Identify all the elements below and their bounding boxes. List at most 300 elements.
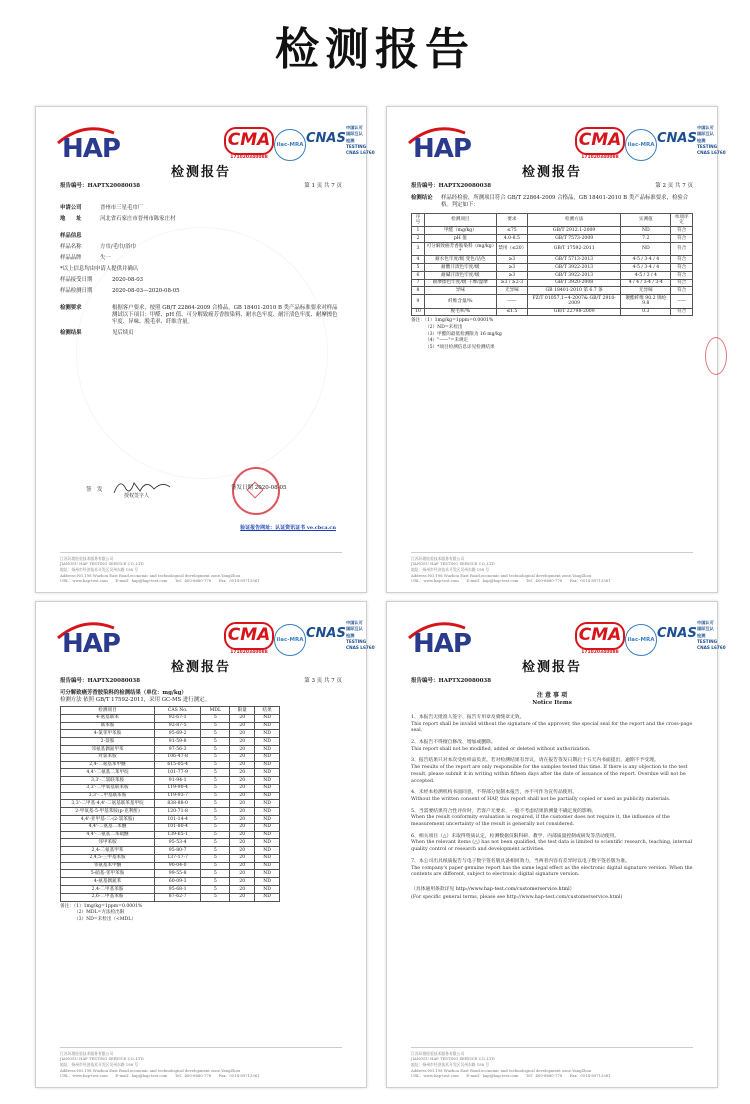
table-cell: 5 <box>201 808 230 816</box>
terms-en[interactable]: (For specific general terms, please see http://www.hap-test.com/customerservice.html) <box>411 894 623 900</box>
table-row <box>412 227 693 235</box>
table-cell: 2-甲氧基-5-甲基苯胺(p-克利酊) <box>61 808 155 816</box>
cnas-text: 中国认可 国际互认 检测 TESTING CNAS L6760 <box>346 620 375 651</box>
table-cell: 3,3'-二甲氧基联苯胺 <box>61 784 155 792</box>
section-heading: 可分解致癌芳香胺染料的检测结果（单位：mg/kg） <box>60 690 187 696</box>
hap-logo <box>54 618 134 660</box>
table-cell: 5 <box>201 714 230 722</box>
table-cell: ≥3 <box>496 271 527 279</box>
table-cell: GB/T 17592-2011 <box>528 242 621 255</box>
table-cell: 3,3'-二甲基联苯胺 <box>61 792 155 800</box>
table-cell: 5 <box>201 893 230 901</box>
table-cell: 甲醛（mg/kg） <box>424 227 496 235</box>
table-row <box>61 847 280 855</box>
table-cell: 4,4'-二氨基二苯甲烷 <box>61 769 155 777</box>
table-cell: ND <box>255 722 280 730</box>
table-cell: 5 <box>201 839 230 847</box>
table-cell: 符合 <box>671 227 693 235</box>
table-cell: 5 <box>201 862 230 870</box>
table-cell: GB/T 7573-2009 <box>528 235 621 243</box>
table-cell: 20 <box>230 714 255 722</box>
table-row <box>61 730 280 738</box>
report-number: 报告编号：HAPTX20080038 <box>411 678 492 684</box>
field-row: 样品品牌 失一 <box>60 255 111 262</box>
table-row <box>61 784 280 792</box>
table-cell: 无异味 <box>496 287 527 295</box>
cma-number: 171020340088 <box>230 650 268 655</box>
table-cell: 2-萘胺 <box>61 738 155 746</box>
table-cell: 5 <box>201 847 230 855</box>
table-cell: 20 <box>230 777 255 785</box>
notice-item: 3、报告结果只对本次受检样品负责。若对检测结果有异议，请在报告签发日期后十五天内书面提出，逾期不予受理。 The results of the report are only responsible for the samples tested this time. If there is any objection to the test result, please submit it in writing within fifteen days after the date of issuance of the report. Overdue will not be accepted. <box>411 758 688 784</box>
table-cell: 8 <box>412 287 425 295</box>
table-cell: 5 <box>412 264 425 272</box>
results-table <box>411 213 693 316</box>
cnas-text: 中国认可 国际互认 检测 TESTING CNAS L6760 <box>697 125 726 156</box>
table-notes: 备注：（1）1mg/kg=1ppm=0.0001% （2）ND=未检出 （3）甲醛的最低检测限为 16 mg/kg （4）"——"=未规定 （5）*项目检测信息详见检测结果 <box>411 318 502 351</box>
cma-mark: CMA <box>224 622 274 650</box>
table-cell: 20 <box>230 738 255 746</box>
table-cell: 7 <box>412 279 425 287</box>
cross-page-seal <box>705 337 727 375</box>
table-cell: 5 <box>201 738 230 746</box>
table-row <box>61 823 280 831</box>
ilac-mark: ilac-MRA <box>625 624 657 656</box>
table-cell: 119-93-7 <box>155 792 201 800</box>
sample-section-title: 样品信息 <box>60 233 82 240</box>
banner <box>0 0 750 90</box>
table-cell: 符合 <box>671 287 693 295</box>
table-cell: 120-71-8 <box>155 808 201 816</box>
table-cell: 纤维含量/% <box>424 295 496 308</box>
table-cell: 139-65-1 <box>155 831 201 839</box>
table-cell: 20 <box>230 893 255 901</box>
table-row <box>61 862 280 870</box>
cma-number: 171020340088 <box>581 155 619 160</box>
table-row <box>412 279 693 287</box>
table-row <box>61 753 280 761</box>
report-header <box>54 123 375 167</box>
table-cell: 6 <box>412 271 425 279</box>
table-cell: 5 <box>201 769 230 777</box>
sign-label: 签 发 <box>86 487 103 493</box>
table-cell: 5 <box>201 753 230 761</box>
notice-item: 1、本报告无批准人签字、报告专用章及骑缝章无效。 This report shall be invalid without the signature of the approver, the special seal for the report and the cross-page seal. <box>411 714 693 734</box>
field-row: 样品名称 方巾/毛巾/浴巾 <box>60 244 136 251</box>
cnas-mark: CNAS <box>657 131 697 146</box>
table-cell: 符合 <box>671 279 693 287</box>
table-cell: 20 <box>230 745 255 753</box>
table-cell: 0.3 <box>621 308 671 316</box>
table-row <box>412 264 693 272</box>
table-cell: 耐碱汗渍色牢度/级 <box>424 271 496 279</box>
table-cell: ND <box>255 738 280 746</box>
table-cell: 20 <box>230 800 255 808</box>
table-cell: 耐酸汗渍色牢度/级 <box>424 264 496 272</box>
field-row: 样品接受日期 2020-08-03 <box>60 277 144 284</box>
table-cell: 符合 <box>671 308 693 316</box>
hap-logo-text: HAP <box>413 629 471 659</box>
table-cell: 4.0-8.5 <box>496 235 527 243</box>
table-cell: ND <box>255 839 280 847</box>
table-row <box>412 256 693 264</box>
signer-label: 授权签字人 <box>124 493 150 499</box>
table-cell: 5 <box>201 854 230 862</box>
table-row <box>61 769 280 777</box>
table-cell: 4-5 / 3-4 / 4 <box>621 264 671 272</box>
table-row <box>61 808 280 816</box>
table-cell: 5 <box>201 784 230 792</box>
table-cell: 联苯胺 <box>61 722 155 730</box>
table-cell: 20 <box>230 823 255 831</box>
hap-logo-text: HAP <box>62 629 120 659</box>
table-row <box>61 839 280 847</box>
page-footer: 江苏环境检验技术服务有限公司 JIANGSU HAP TESTING SERVICE CO.,LTD 地址：扬州市经济技术开发区吴州东路 198 号 Address:NO.198 Wuzhou East Road,economic and technological development zone,YangZhou URL：www.hap-test.com E-mail：hap@hap-test.com Tel：400-6680-778 Fax：0514-89713361 <box>60 552 342 584</box>
table-cell: 4-氨基偶氮苯 <box>61 878 155 886</box>
report-header <box>405 618 726 662</box>
page-number: 第 3 页 共 7 页 <box>304 678 342 684</box>
table-cell: 95-80-7 <box>155 847 201 855</box>
table-cell: 5 <box>201 777 230 785</box>
table-header-row: 检测项目 CAS No. MDL 限量 结果 <box>61 707 280 715</box>
table-cell: 20 <box>230 808 255 816</box>
report-number: 报告编号：HAPTX20080038 <box>411 183 492 189</box>
table-cell: 2,4,5-三甲基苯胺 <box>61 854 155 862</box>
table-cell: 95-68-1 <box>155 886 201 894</box>
table-cell: 4-氨基联苯 <box>61 714 155 722</box>
table-cell: 4-5 / 3 / 4 <box>621 271 671 279</box>
table-cell: 符合 <box>671 256 693 264</box>
table-cell: 符合 <box>671 271 693 279</box>
table-cell: 5 <box>201 761 230 769</box>
report-body <box>60 690 342 924</box>
cnas-mark: CNAS <box>657 626 697 641</box>
table-cell: 2 <box>412 235 425 243</box>
table-cell: 符合 <box>671 264 693 272</box>
table-cell: 可分解致癌芳香胺染料（mg/kg）* <box>424 242 496 255</box>
report-body <box>411 195 693 352</box>
table-cell: 邻甲苯胺 <box>61 839 155 847</box>
table-row <box>412 235 693 243</box>
table-cell: 99-55-8 <box>155 870 201 878</box>
table-cell: 5 <box>201 815 230 823</box>
field-row: 样品检测日期 2020-08-03—2020-08-05 <box>60 288 180 295</box>
table-cell: 4-5 / 3-4 / 4 <box>621 256 671 264</box>
table-cell: ND <box>255 753 280 761</box>
table-cell: 5 <box>201 792 230 800</box>
table-cell: ND <box>621 227 671 235</box>
cma-mark: CMA <box>575 622 625 650</box>
page-number: 第 2 页 共 7 页 <box>655 183 693 189</box>
table-cell: 20 <box>230 792 255 800</box>
table-cell: 87-62-7 <box>155 893 201 901</box>
notice-heading-en: Notice Items <box>532 699 572 706</box>
table-cell: ND <box>255 745 280 753</box>
table-cell: 101-14-4 <box>155 815 201 823</box>
page-number: 第 1 页 共 7 页 <box>304 183 342 189</box>
cnas-mark: CNAS <box>306 131 346 146</box>
table-cell: ≥3 / ≥2-3 <box>496 279 527 287</box>
report-title: 检测报告 <box>170 165 231 180</box>
report-header <box>405 123 726 167</box>
table-cell: 5 <box>201 745 230 753</box>
page-footer: 江苏环境检验技术服务有限公司 JIANGSU HAP TESTING SERVICE CO.,LTD 地址：扬州市经济技术开发区吴州东路 198 号 Address:NO.198 Wuzhou East Road,economic and technological development zone,YangZhou URL：www.hap-test.com E-mail：hap@hap-test.com Tel：400-6680-778 Fax：0514-89713361 <box>411 1047 693 1079</box>
table-row <box>412 295 693 308</box>
table-row <box>412 308 693 316</box>
table-cell: 60-09-3 <box>155 878 201 886</box>
table-cell: —— <box>671 295 693 308</box>
table-cell: pH 值 <box>424 235 496 243</box>
table-cell: 5 <box>201 831 230 839</box>
table-cell: 耐摩擦色牢度/级 干摩/湿摩 <box>424 279 496 287</box>
table-cell: 92-87-5 <box>155 722 201 730</box>
table-cell: 3 <box>412 242 425 255</box>
table-cell: 20 <box>230 761 255 769</box>
table-cell: 20 <box>230 753 255 761</box>
table-header-row: 序号 检测项目 要求 检测方法 实测值 单项评定 <box>412 214 693 227</box>
hap-logo <box>54 123 134 165</box>
cma-mark: CMA <box>224 127 274 155</box>
table-row <box>61 792 280 800</box>
table-cell: 20 <box>230 847 255 855</box>
page-footer: 江苏环境检验技术服务有限公司 JIANGSU HAP TESTING SERVICE CO.,LTD 地址：扬州市经济技术开发区吴州东路 198 号 Address:NO.198 Wuzhou East Road,economic and technological development zone,YangZhou URL：www.hap-test.com E-mail：hap@hap-test.com Tel：400-6680-778 Fax：0514-89713361 <box>60 1047 342 1079</box>
terms-cn[interactable]: （具体通用条款详见 http://www.hap-test.com/customerservice.html） <box>411 887 575 892</box>
table-cell: 脱毛率/% <box>424 308 496 316</box>
table-cell: 符合 <box>671 242 693 255</box>
field-row: 申请公司 晋州市三星毛巾厂 <box>60 205 144 211</box>
table-cell: GB/T 22798-2009 <box>528 308 621 316</box>
table-cell: 9 <box>412 295 425 308</box>
table-cell: 20 <box>230 878 255 886</box>
table-row <box>412 271 693 279</box>
table-cell: FZ/T 01057.1~4-2007& GB/T 2910-2009 <box>528 295 621 308</box>
table-cell: 91-94-1 <box>155 777 201 785</box>
cnas-text: 中国认可 国际互认 检测 TESTING CNAS L6760 <box>346 125 375 156</box>
table-cell: 3,3'-二氯联苯胺 <box>61 777 155 785</box>
table-cell: 7.2 <box>621 235 671 243</box>
table-cell: 90-04-0 <box>155 862 201 870</box>
table-cell: 邻氨基偶氮甲苯 <box>61 745 155 753</box>
report-body <box>60 205 342 341</box>
notice-item: 5、当需要结果符合性评价时，若客户无要求，一般不考虑结果的测量不确定度的影响。 When the result conformity evaluation is required, if the customer does not require it, the influence of the measurement uncertainty of the result is generally not considered. <box>411 808 670 828</box>
table-row <box>61 831 280 839</box>
table-cell: 615-05-4 <box>155 761 201 769</box>
table-cell: ≥3 <box>496 264 527 272</box>
table-cell: 4-氯邻甲苯胺 <box>61 730 155 738</box>
report-title: 检测报告 <box>521 165 582 180</box>
table-cell: ND <box>255 886 280 894</box>
table-cell: ND <box>255 761 280 769</box>
table-cell: ND <box>255 823 280 831</box>
table-cell: 20 <box>230 870 255 878</box>
table-cell: 92-67-1 <box>155 714 201 722</box>
table-cell: ND <box>255 808 280 816</box>
test-method: 检测方法 依照 GB/T 17592-2011，采用 GC-MS 进行测定。 <box>60 697 210 704</box>
table-cell: 无异味 <box>621 287 671 295</box>
table-cell: ND <box>255 847 280 855</box>
table-cell: 5 <box>201 800 230 808</box>
report-page-4 <box>386 601 726 1088</box>
table-cell: 2,4-二氨基甲苯 <box>61 847 155 855</box>
table-cell: 邻氨基苯甲醚 <box>61 862 155 870</box>
table-row <box>61 777 280 785</box>
verify-link[interactable]: 验证报告网址：认证资讯证书 ve.cbca.cn <box>240 525 336 531</box>
table-cell: 5 <box>201 730 230 738</box>
table-cell: 119-90-4 <box>155 784 201 792</box>
table-row <box>61 714 280 722</box>
table-cell: 异味 <box>424 287 496 295</box>
table-cell: 4 / 4 / 3-4 / 3-4 <box>621 279 671 287</box>
table-cell: 5 <box>201 722 230 730</box>
table-cell: ND <box>255 730 280 738</box>
table-cell: ND <box>255 777 280 785</box>
table-row <box>412 287 693 295</box>
table-row <box>61 738 280 746</box>
ilac-mark: ilac-MRA <box>274 624 306 656</box>
table-cell: 20 <box>230 862 255 870</box>
table-cell: ND <box>255 893 280 901</box>
table-cell: ND <box>255 792 280 800</box>
table-cell: 20 <box>230 815 255 823</box>
table-cell: 5 <box>201 886 230 894</box>
issue-date: 签发日期 2020-08-05 <box>231 485 287 491</box>
table-cell: ND <box>255 862 280 870</box>
table-cell: 符合 <box>671 235 693 243</box>
table-cell: 20 <box>230 769 255 777</box>
notice-heading-cn: 注 意 事 项 <box>536 692 568 699</box>
table-cell: 838-88-0 <box>155 800 201 808</box>
table-cell: 20 <box>230 886 255 894</box>
table-row <box>412 242 693 255</box>
table-cell: ND <box>255 815 280 823</box>
table-row <box>61 745 280 753</box>
report-title: 检测报告 <box>170 660 231 675</box>
table-cell: 5 <box>201 878 230 886</box>
cma-mark: CMA <box>575 127 625 155</box>
table-row <box>61 870 280 878</box>
table-cell: ND <box>255 769 280 777</box>
report-body <box>411 690 693 906</box>
table-cell: 95-53-4 <box>155 839 201 847</box>
table-row <box>61 722 280 730</box>
table-cell: —— <box>496 295 527 308</box>
table-cell: 91-59-8 <box>155 738 201 746</box>
table-cell: ≥3 <box>496 256 527 264</box>
table-row <box>61 886 280 894</box>
table-cell: 4 <box>412 256 425 264</box>
notice-item: 2、本报告不得擅自修改、增加或删除。 This report shall not be modified, added or deleted without authorization. <box>411 740 591 752</box>
table-cell: GB/T 3922-2013 <box>528 264 621 272</box>
hap-logo <box>405 618 485 660</box>
report-number: 报告编号：HAPTX20080038 <box>60 678 141 684</box>
table-cell: 2,4-二氨基苯甲醚 <box>61 761 155 769</box>
table-cell: 耐水色牢度/级 变色/沾色 <box>424 256 496 264</box>
table-cell: ≤75 <box>496 227 527 235</box>
hap-logo-text: HAP <box>413 134 471 164</box>
conclusion-row: 检测结论 样品经检验，所测项目符合 GB/T 22864-2009 合格品，GB 18401-2010 B 类产品标准要求，检验合格。判定如下： <box>411 195 689 209</box>
ilac-mark: ilac-MRA <box>625 129 657 161</box>
table-cell: 106-47-8 <box>155 753 201 761</box>
table-cell: 5-硝基-邻甲苯胺 <box>61 870 155 878</box>
table-cell: 97-56-3 <box>155 745 201 753</box>
report-page-2 <box>386 106 726 593</box>
table-cell: 20 <box>230 722 255 730</box>
table-cell: 95-69-2 <box>155 730 201 738</box>
banner-title: 检测报告 <box>275 24 475 75</box>
hap-logo <box>405 123 485 165</box>
table-cell: 对氯苯胺 <box>61 753 155 761</box>
table-notes: 备注：（1）1mg/kg=1ppm=0.0001% （2）MDL=方法检出限 （3）ND=未检出（<MDL） <box>60 903 143 922</box>
table-cell: 10 <box>412 308 425 316</box>
table-cell: GB/T 2912.1-2009 <box>528 227 621 235</box>
table-cell: 20 <box>230 854 255 862</box>
cnas-text: 中国认可 国际互认 检测 TESTING CNAS L6760 <box>697 620 726 651</box>
table-row <box>61 800 280 808</box>
table-cell: GB/T 3920-2008 <box>528 279 621 287</box>
cma-number: 171020340088 <box>581 650 619 655</box>
table-cell: 4,4'-二氨基二苯醚 <box>61 823 155 831</box>
notice-item: 6、相关项目（△）未取得资质认定，检测数据仅限科研、教学、内部质量控制或研发等活动使用。 When the relevant items (△) has not been qualified, the test data is limited to scientific research, teaching, internal quality control or research and development activities. <box>411 833 693 853</box>
table-cell: 2,4-二甲基苯胺 <box>61 886 155 894</box>
table-cell: 101-80-4 <box>155 823 201 831</box>
result-row: 检测结果 见后续页 <box>60 330 134 337</box>
table-cell: GB/T 3922-2013 <box>528 271 621 279</box>
table-cell: 1 <box>412 227 425 235</box>
table-cell: 2,6-二甲基苯胺 <box>61 893 155 901</box>
report-title: 检测报告 <box>521 660 582 675</box>
notice-item: 7、本公司出具纸质报告与电子数字签名版具备相同效力，当两者内容有差异时以电子数字签名版为准。 The company's paper genuine report has the same legal effect as the electronic digital signature version. When the contents are different, subject to electronic digital signature version. <box>411 858 693 878</box>
report-header <box>54 618 375 662</box>
table-row <box>61 878 280 886</box>
table-cell: ND <box>255 870 280 878</box>
table-cell: 4,4'-亚甲基-二-(2-氯苯胺) <box>61 815 155 823</box>
field-row: 地 址 河北省石家庄市晋州市陈家庄村 <box>60 216 176 223</box>
table-row <box>61 815 280 823</box>
table-cell: ND <box>621 242 671 255</box>
cma-number: 171020340088 <box>230 155 268 160</box>
table-row <box>61 893 280 901</box>
table-cell: 101-77-9 <box>155 769 201 777</box>
table-cell: ND <box>255 831 280 839</box>
requirement-row: 检测要求 根据客户要求，按照 GB/T 22864-2009 合格品，GB 18401-2010 B 类产品标准要求对样品测试以下项目：甲醛、pH 值、可分解致癌芳香胺染料、耐水色牢度、耐汗渍色牢度、耐摩擦色牢度、异味、脱毛率、纤维含量。 <box>60 305 338 326</box>
table-cell: 20 <box>230 784 255 792</box>
table-cell: ND <box>255 800 280 808</box>
table-cell: ND <box>255 854 280 862</box>
table-cell: 3,3'-二甲基-4,4'-二氨基联苯基甲烷 <box>61 800 155 808</box>
table-cell: 5 <box>201 823 230 831</box>
cnas-mark: CNAS <box>306 626 346 641</box>
notice-item: 4、未经本检测机构书面同意，不得部分复制本报告，亦不可作为宣传品使用。 Without the written consent of HAP, this report shall not be partially copied or used as publicity materials. <box>411 790 671 802</box>
page-footer: 江苏环境检验技术服务有限公司 JIANGSU HAP TESTING SERVICE CO.,LTD 地址：扬州市经济技术开发区吴州东路 198 号 Address:NO.198 Wuzhou East Road,economic and technological development zone,YangZhou URL：www.hap-test.com E-mail：hap@hap-test.com Tel：400-6680-778 Fax：0514-89713361 <box>411 552 693 584</box>
report-page-3 <box>35 601 375 1088</box>
table-cell: ND <box>255 714 280 722</box>
table-cell: 20 <box>230 831 255 839</box>
field-row: *以上信息均由申请人提供并确认 <box>60 266 139 273</box>
report-page-1 <box>35 106 375 593</box>
table-cell: 5 <box>201 870 230 878</box>
table-cell: ND <box>255 784 280 792</box>
table-cell: ND <box>255 878 280 886</box>
amine-table <box>60 706 280 902</box>
table-cell: 4,4'-二氨基二苯硫醚 <box>61 831 155 839</box>
table-row <box>61 761 280 769</box>
table-cell: 137-17-7 <box>155 854 201 862</box>
table-row <box>61 854 280 862</box>
table-cell: 聚酯纤维 90.2 锦纶 9.8 <box>621 295 671 308</box>
hap-logo-text: HAP <box>62 134 120 164</box>
table-cell: ≤1.5 <box>496 308 527 316</box>
table-cell: 禁用（≤20） <box>496 242 527 255</box>
